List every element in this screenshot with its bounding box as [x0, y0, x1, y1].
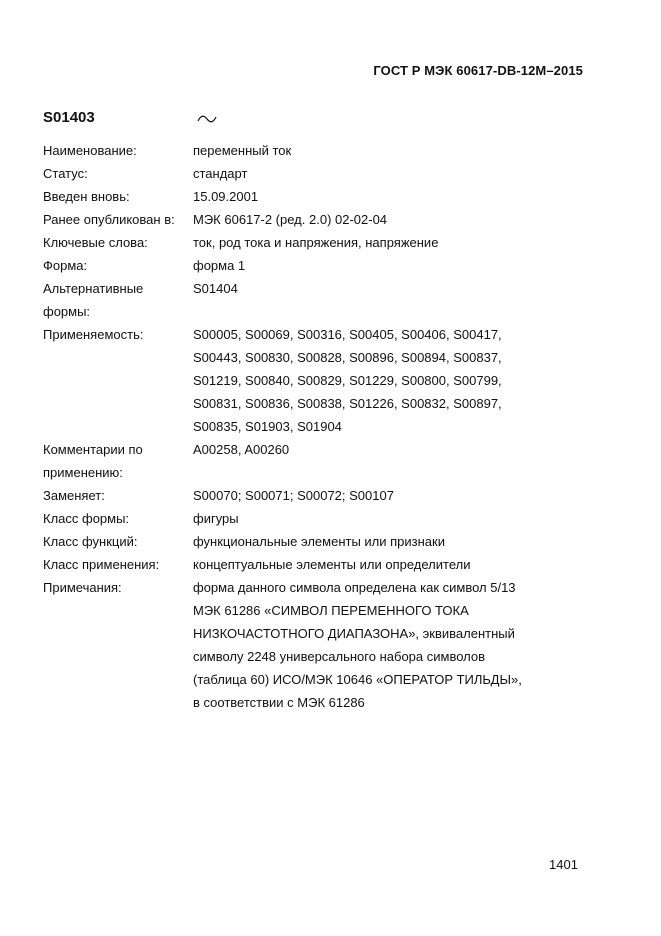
property-row [43, 438, 603, 484]
property-label [43, 507, 193, 530]
property-value [193, 576, 603, 714]
property-row [43, 231, 603, 254]
property-label [43, 323, 193, 438]
property-label-line: Ранее опубликован в: [43, 212, 175, 227]
property-row [43, 323, 603, 438]
property-label [43, 208, 193, 231]
property-row [43, 139, 603, 162]
property-label [43, 553, 193, 576]
property-label [43, 484, 193, 507]
property-label-line: Примечания: [43, 580, 122, 595]
property-label-line: Форма: [43, 258, 88, 273]
property-value-line: функциональные элементы или признаки [193, 534, 445, 549]
property-value [193, 254, 603, 277]
document-standard-header: ГОСТ Р МЭК 60617-DB-12M–2015 [373, 63, 583, 78]
property-value-line: фигуры [193, 511, 239, 526]
property-label-line: Альтернативные [43, 281, 144, 296]
property-value-line: S00443, S00830, S00828, S00896, S00894, S00837, [193, 350, 502, 365]
property-value-line: НИЗКОЧАСТОТНОГО ДИАПАЗОНА», эквивалентный [193, 626, 515, 641]
property-label-line: Наименование: [43, 143, 137, 158]
property-value [193, 185, 603, 208]
property-value-line: A00258, A00260 [193, 442, 290, 457]
property-label-line: Класс применения: [43, 557, 160, 572]
property-value-line: ток, род тока и напряжения, напряжение [193, 235, 439, 250]
property-value [193, 323, 603, 438]
property-label [43, 139, 193, 162]
property-row [43, 254, 603, 277]
property-value [193, 139, 603, 162]
property-label [43, 438, 193, 484]
property-row [43, 576, 603, 714]
property-value-line: МЭК 61286 «СИМВОЛ ПЕРЕМЕННОГО ТОКА [193, 603, 469, 618]
property-value-line: (таблица 60) ИСО/МЭК 10646 «ОПЕРАТОР ТИЛЬДЫ», [193, 672, 522, 687]
property-label-line: Комментарии по [43, 442, 143, 457]
property-value-line: S01219, S00840, S00829, S01229, S00800, S00799, [193, 373, 502, 388]
property-label-line: Класс функций: [43, 534, 138, 549]
property-value [193, 208, 603, 231]
property-label [43, 254, 193, 277]
tilde-icon [197, 113, 217, 125]
property-value-line: S00835, S01903, S01904 [193, 419, 342, 434]
property-row [43, 507, 603, 530]
property-label [43, 231, 193, 254]
property-value [193, 277, 603, 323]
property-label-line: применению: [43, 465, 123, 480]
property-value-line: стандарт [193, 166, 248, 181]
page-number: 1401 [549, 857, 578, 872]
property-value-line: S01404 [193, 281, 238, 296]
property-value-line: S00005, S00069, S00316, S00405, S00406, S00417, [193, 327, 502, 342]
property-label-line: Введен вновь: [43, 189, 130, 204]
property-label-line: Класс формы: [43, 511, 130, 526]
property-label-line: Применяемость: [43, 327, 144, 342]
property-value-line: переменный ток [193, 143, 292, 158]
property-value [193, 162, 603, 185]
property-row [43, 484, 603, 507]
property-value [193, 438, 603, 484]
property-value-line: символу 2248 универсального набора символов [193, 649, 486, 664]
property-label [43, 277, 193, 323]
property-value [193, 231, 603, 254]
property-value-line: форма 1 [193, 258, 246, 273]
property-label [43, 576, 193, 714]
property-value-line: 15.09.2001 [193, 189, 259, 204]
symbol-code: S01403 [43, 109, 95, 126]
property-row [43, 530, 603, 553]
property-value [193, 530, 603, 553]
property-row [43, 185, 603, 208]
property-value-line: S00070; S00071; S00072; S00107 [193, 488, 394, 503]
property-row [43, 553, 603, 576]
property-label-line: формы: [43, 304, 91, 319]
property-value-line: концептуальные элементы или определители [193, 557, 471, 572]
property-row [43, 162, 603, 185]
property-label-line: Заменяет: [43, 488, 105, 503]
property-label [43, 185, 193, 208]
property-label [43, 162, 193, 185]
property-value-line: МЭК 60617-2 (ред. 2.0) 02-02-04 [193, 212, 388, 227]
property-value [193, 507, 603, 530]
property-value-line: в соответствии с МЭК 61286 [193, 695, 365, 710]
property-row [43, 208, 603, 231]
property-label-line: Статус: [43, 166, 88, 181]
property-label [43, 530, 193, 553]
property-value [193, 484, 603, 507]
property-value [193, 553, 603, 576]
property-value-line: S00831, S00836, S00838, S01226, S00832, S00897, [193, 396, 502, 411]
property-row [43, 277, 603, 323]
property-label-line: Ключевые слова: [43, 235, 148, 250]
symbol-properties [43, 139, 603, 714]
property-value-line: форма данного символа определена как символ 5/13 [193, 580, 516, 595]
